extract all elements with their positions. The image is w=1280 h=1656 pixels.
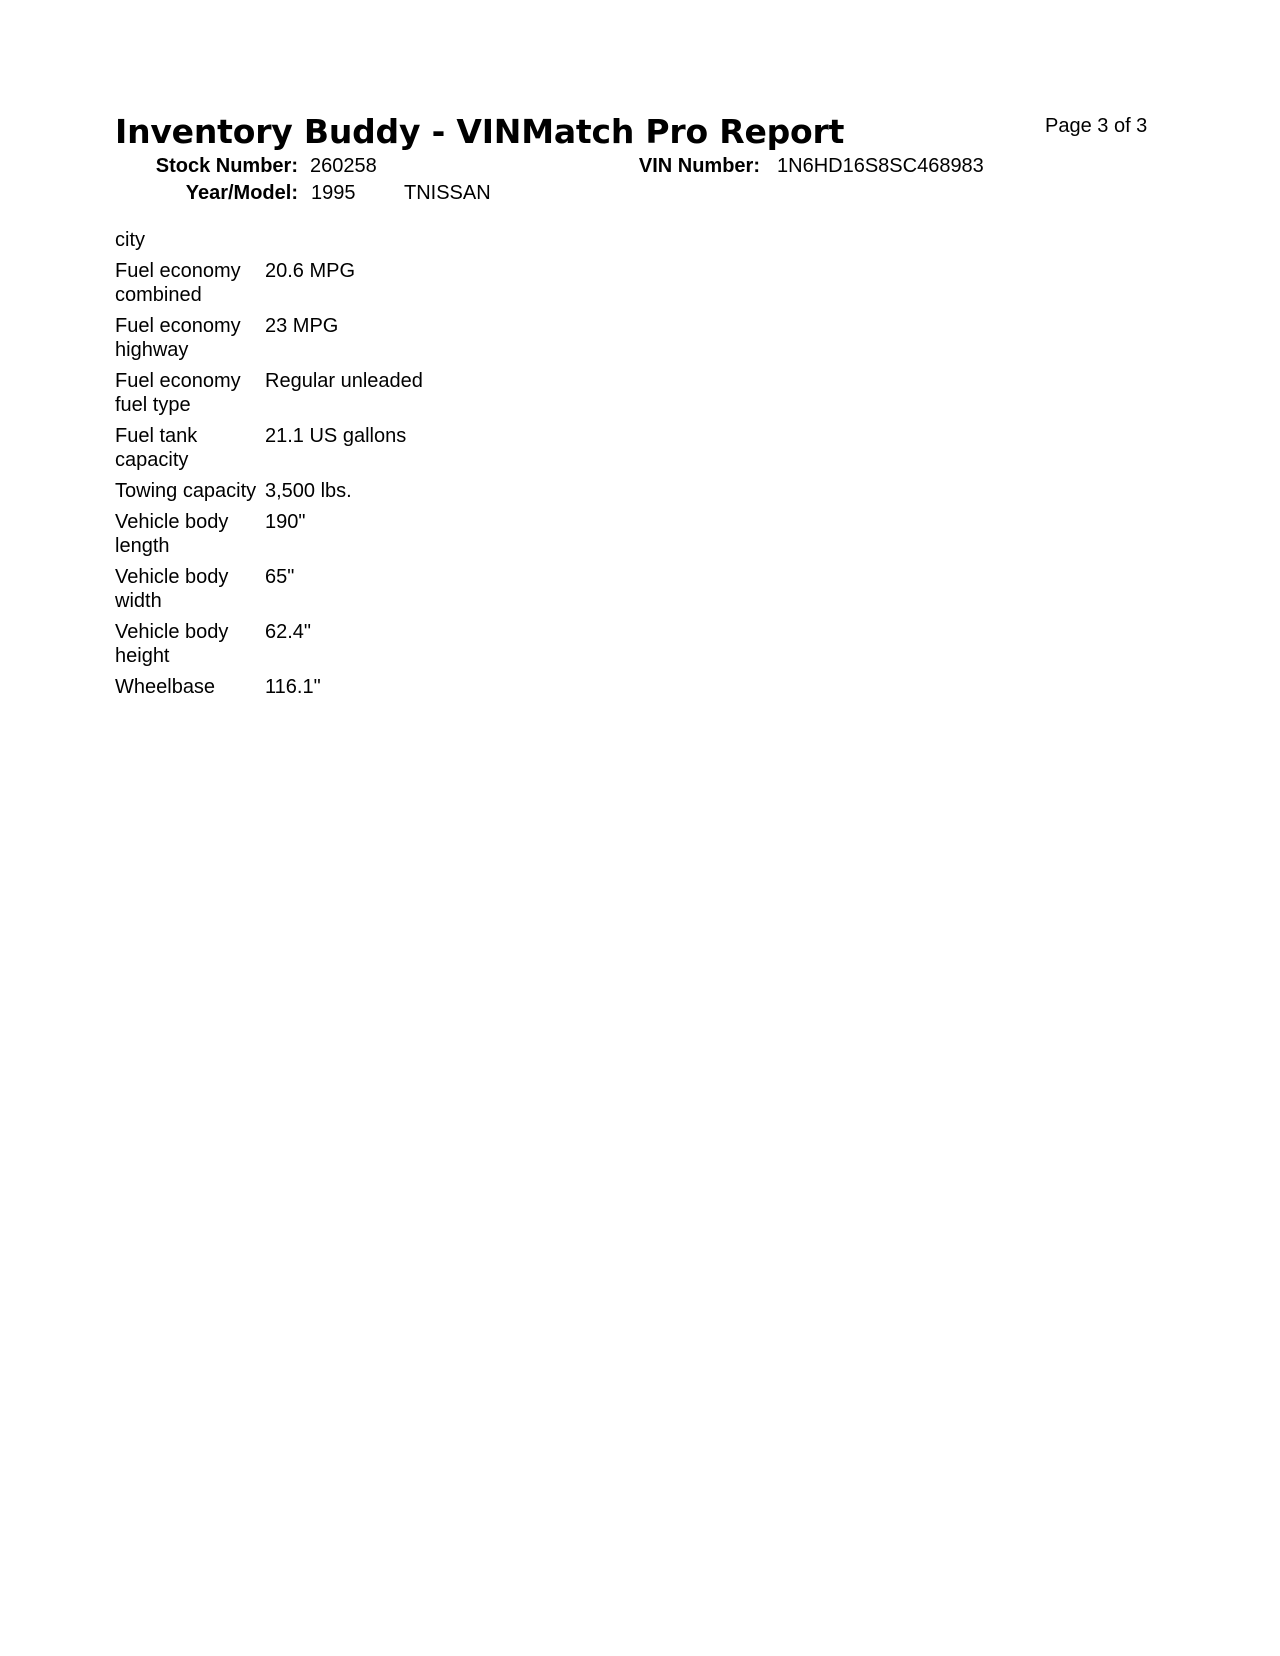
stock-number-value: 260258 xyxy=(310,155,377,177)
spec-row xyxy=(115,620,423,668)
spec-continued-row xyxy=(115,228,423,252)
spec-name: Fuel tank capacity xyxy=(115,425,198,471)
spec-value: 65" xyxy=(265,566,295,588)
spec-name: Towing capacity xyxy=(115,480,257,502)
spec-value: 3,500 lbs. xyxy=(265,480,352,502)
spec-row xyxy=(115,424,423,472)
spec-value: 190" xyxy=(265,511,306,533)
page-indicator: Page 3 of 3 xyxy=(1045,115,1148,137)
spec-name: Vehicle body height xyxy=(115,621,229,667)
year-model-label: Year/Model: xyxy=(185,182,298,204)
spec-value: 116.1" xyxy=(265,676,321,698)
spec-value: 23 MPG xyxy=(265,315,339,337)
spec-name: Fuel economy highway xyxy=(115,315,241,361)
spec-row xyxy=(115,259,423,307)
spec-value: 20.6 MPG xyxy=(265,260,356,282)
report-title: Inventory Buddy - VINMatch Pro Report xyxy=(115,112,845,151)
spec-row xyxy=(115,510,423,558)
spec-row xyxy=(115,314,423,362)
spec-name: Fuel economy combined xyxy=(115,260,241,306)
spec-name: city xyxy=(115,229,145,251)
spec-name: Vehicle body length xyxy=(115,511,229,557)
spec-row xyxy=(115,565,423,613)
spec-row xyxy=(115,369,423,417)
spec-value: 62.4" xyxy=(265,621,312,643)
spec-row xyxy=(115,675,423,699)
spec-value: Regular unleaded xyxy=(265,370,423,392)
spec-name: Wheelbase xyxy=(115,676,216,698)
spec-row xyxy=(115,479,423,503)
stock-number-label: Stock Number: xyxy=(155,155,298,177)
specs-table xyxy=(115,228,423,706)
year-value: 1995 xyxy=(311,182,356,204)
spec-name: Fuel economy fuel type xyxy=(115,370,241,416)
vin-number-label: VIN Number: xyxy=(638,155,760,177)
spec-value: 21.1 US gallons xyxy=(265,425,407,447)
spec-name: Vehicle body width xyxy=(115,566,229,612)
vin-number-value: 1N6HD16S8SC468983 xyxy=(777,155,984,177)
model-value: TNISSAN xyxy=(404,182,491,204)
